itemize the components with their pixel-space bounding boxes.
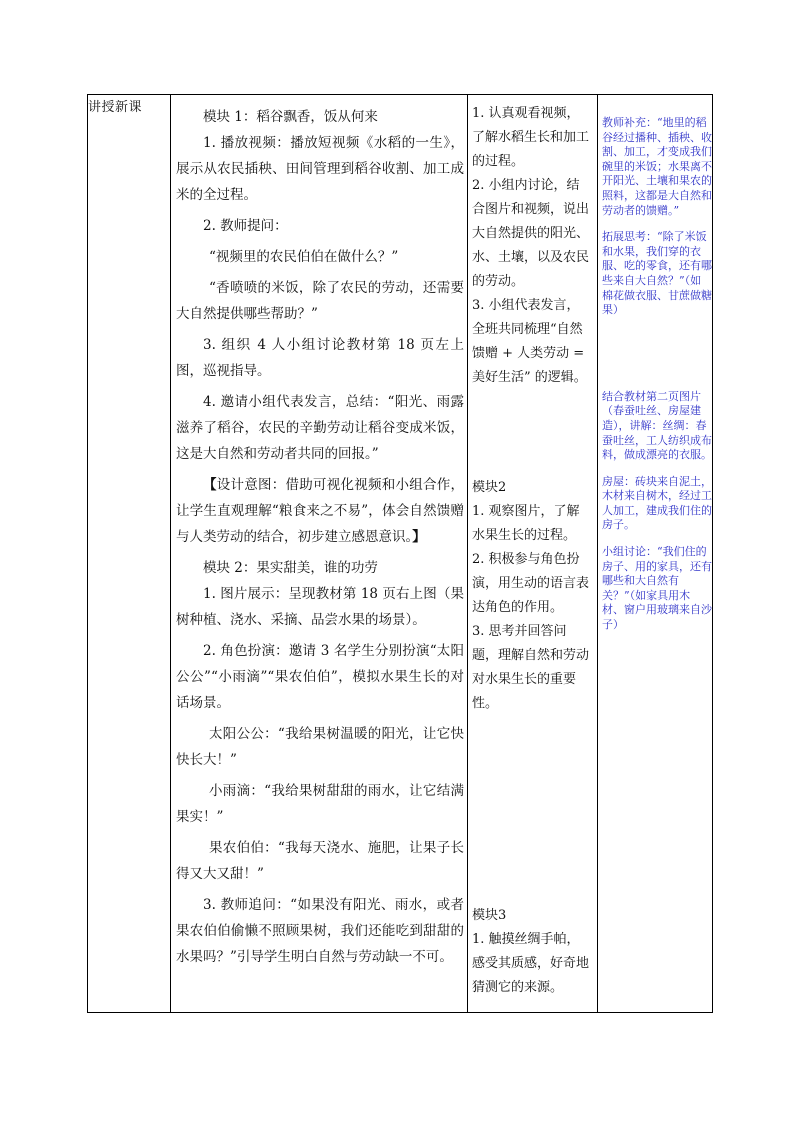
m2-student-step2: 2. 积极参与角色扮演，用生动的语言表达角色的作用。	[472, 552, 590, 615]
note-textbook-silk: 结合教材第二页图片（春蚕吐丝、房屋建造），讲解：丝绸：春蚕吐丝，工人纺织成布料，做成漂亮的衣服。	[602, 389, 712, 462]
m2-student-step3: 3. 思考并回答问题，理解自然和劳动对水果生长的重要性。	[472, 624, 590, 711]
table-divider-3	[597, 94, 598, 1013]
m2-student-step1: 1. 观察图片，了解水果生长的过程。	[472, 504, 580, 543]
module2-title: 模块 2：果实甜美，谁的功劳	[203, 560, 378, 576]
table-left-border	[87, 94, 88, 1013]
module2-label: 模块2	[472, 480, 507, 495]
table-bottom-border	[87, 1012, 713, 1013]
m2-step1: 1. 图片展示：呈现教材第 18 页右上图（果树种植、浇水、采摘、品尝水果的场景）。	[176, 586, 464, 628]
module1-title: 模块 1：稻谷飘香，饭从何来	[203, 109, 378, 125]
m2-step3: 3. 教师追问：“如果没有阳光、雨水，或者果农伯伯偷懒不照顾果树，我们还能吃到甜甜的水果吗？”引导学生明白自然与劳动缺一不可。	[176, 897, 464, 965]
m1-student-step1: 1. 认真观看视频，了解水稻生长和加工的过程。	[472, 106, 590, 169]
module3-label: 模块3	[472, 908, 507, 923]
notes-cell	[602, 116, 712, 633]
note-group-discussion: 小组讨论：“我们住的房子、用的家具，还有哪些和大自然有关？”（如家具用木材、窗户用玻璃来自沙子）	[602, 545, 712, 632]
m1-design-intent: 【设计意图：借助可视化视频和小组合作，让学生直观理解“粮食来之不易”，体会自然馈赠与人类劳动的结合，初步建立感恩意识。】	[176, 477, 464, 545]
m2-dialogue-rain: 小雨滴：“我给果树甜甜的雨水，让它结满果实！”	[176, 783, 464, 825]
m1-student-step3: 3. 小组代表发言，全班共同梳理“自然馈赠 + 人类劳动 = 美好生活” 的逻辑。	[472, 298, 587, 385]
table-divider-1	[170, 94, 171, 1013]
table-divider-2	[467, 94, 468, 1013]
m1-question1: “视频里的农民伯伯在做什么？”	[209, 249, 399, 265]
m2-dialogue-farmer: 果农伯伯：“我每天浇水、施肥，让果子长得又大又甜！”	[176, 840, 464, 882]
section-label: 讲授新课	[88, 100, 143, 115]
m1-step2: 2. 教师提问：	[203, 218, 288, 234]
teacher-activity-cell	[176, 104, 464, 975]
student-activity-cell	[472, 102, 592, 1000]
m1-student-step2: 2. 小组内讨论，结合图片和视频，说出大自然提供的阳光、水、土壤，以及农民的劳动。	[472, 178, 590, 289]
table-right-border	[712, 94, 713, 1013]
m1-step1: 1. 播放视频：播放短视频《水稻的一生》，展示从农民插秧、田间管理到稻谷收割、加工成米的全过程。	[176, 135, 464, 203]
table-top-border	[87, 94, 713, 95]
m2-dialogue-sun: 太阳公公：“我给果树温暖的阳光，让它快快长大！”	[176, 726, 464, 768]
note-extension-thinking: 拓展思考：“除了米饭和水果，我们穿的衣服、吃的零食，还有哪些来自大自然？”（如棉花做衣服、甘蔗做糖果）	[602, 230, 712, 317]
m3-student-step1: 1. 触摸丝绸手帕，感受其质感，好奇地猜测它的来源。	[472, 932, 590, 995]
m1-step4: 4. 邀请小组代表发言，总结：“阳光、雨露滋养了稻谷，农民的辛勤劳动让稻谷变成米饭，这是大自然和劳动者共同的回报。”	[176, 394, 464, 462]
note-teacher-supplement: 教师补充：“地里的稻谷经过播种、插秧、收割、加工，才变成我们碗里的米饭；水果离不开阳光、土壤和果农的照料，这都是大自然和劳动者的馈赠。”	[602, 116, 712, 217]
section-label-cell	[88, 96, 170, 115]
note-house: 房屋：砖块来自泥土，木材来自树木，经过工人加工，建成我们住的房子。	[602, 474, 712, 532]
m1-step3: 3. 组织 4 人小组讨论教材第 18 页左上图，巡视指导。	[176, 337, 464, 379]
m2-step2: 2. 角色扮演：邀请 3 名学生分别扮演“太阳公公”“小雨滴”“果农伯伯”，模拟水果生长的对话场景。	[176, 643, 464, 711]
m1-question2: “香喷喷的米饭，除了农民的劳动，还需要大自然提供哪些帮助？”	[176, 280, 464, 322]
